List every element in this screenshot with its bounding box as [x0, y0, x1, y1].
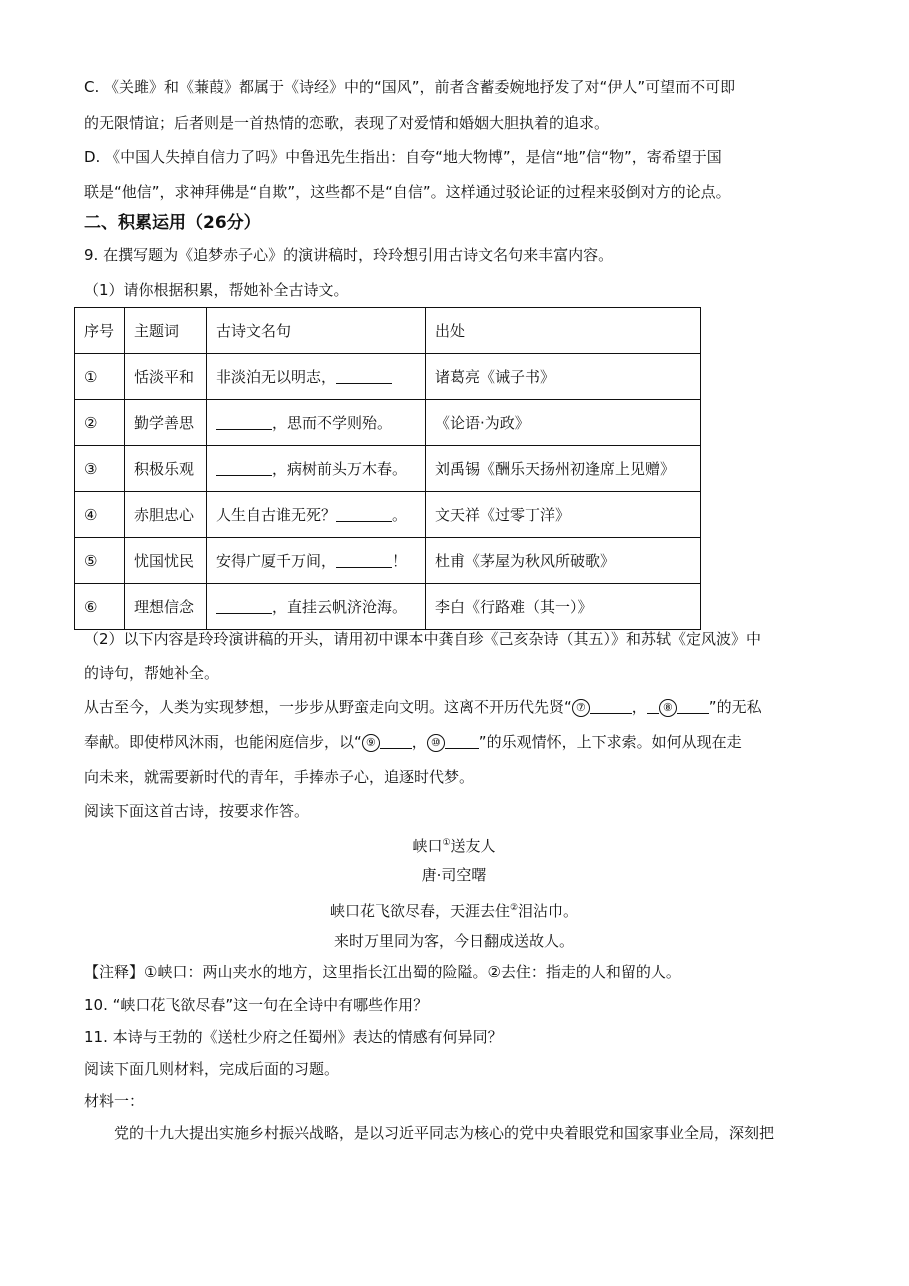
- section-title: 二、积累运用（26分）: [84, 213, 261, 233]
- row-source: 李白《行路难（其一）》: [426, 584, 701, 630]
- row-verse: ，病树前头万木春。: [207, 446, 426, 492]
- option-c-line1: C. 《关雎》和《蒹葭》都属于《诗经》中的“国风”，前者含蓄委婉地抒发了对“伊人”可望而不可即: [84, 78, 736, 96]
- row-verse: 人生自古谁无死？ 。: [207, 492, 426, 538]
- blank-number-7: ⑦: [572, 699, 590, 717]
- header-theme: 主题词: [125, 308, 207, 354]
- fill-blank-10[interactable]: [445, 732, 479, 749]
- option-d-line2: 联是“他信”，求神拜佛是“自欺”，这些都不是“自信”。这样通过驳论证的过程来驳倒对方的论点。: [84, 183, 731, 201]
- poem-note: 【注释】①峡口：两山夹水的地方，这里指长江出蜀的险隘。②去住：指走的人和留的人。: [84, 963, 681, 981]
- row-number: ①: [75, 354, 125, 400]
- row-verse: 非淡泊无以明志，: [207, 354, 426, 400]
- row-number: ③: [75, 446, 125, 492]
- fill-blank[interactable]: [336, 505, 392, 522]
- question-10: 10. “峡口花飞欲尽春”这一句在全诗中有哪些作用？: [84, 996, 429, 1014]
- speech-line3: 向未来，就需要新时代的青年，手捧赤子心，追逐时代梦。: [84, 768, 475, 786]
- row-source: 文天祥《过零丁洋》: [426, 492, 701, 538]
- speech-line2: 奉献。即使栉风沐雨，也能闲庭信步，以“ ⑨ ， ⑩ ”的乐观情怀，上下求索。如何从现在走: [84, 733, 742, 751]
- header-number: 序号: [75, 308, 125, 354]
- fill-blank[interactable]: [216, 459, 272, 476]
- poem-title: 峡口①送友人: [412, 837, 496, 855]
- row-number: ④: [75, 492, 125, 538]
- fill-blank[interactable]: [216, 413, 272, 430]
- materials-instruction: 阅读下面几则材料，完成后面的习题。: [84, 1060, 340, 1078]
- blank-number-9: ⑨: [362, 734, 380, 752]
- q9-part2-line1: （2）以下内容是玲玲演讲稿的开头，请用初中课本中龚自珍《己亥杂诗（其五）》和苏轼《定风波》中: [84, 630, 762, 648]
- material-one-label: 材料一：: [84, 1092, 145, 1110]
- poem-line1: 峡口花飞欲尽春，天涯去住②泪沾巾。: [329, 902, 579, 920]
- q9-part1: （1）请你根据积累，帮她补全古诗文。: [84, 281, 349, 299]
- poem-instruction: 阅读下面这首古诗，按要求作答。: [84, 802, 310, 820]
- question-11: 11. 本诗与王勃的《送杜少府之任蜀州》表达的情感有何异同？: [84, 1028, 503, 1046]
- option-c-line2: 的无限情谊；后者则是一首热情的恋歌，表现了对爱情和婚姻大胆执着的追求。: [84, 114, 610, 132]
- table-header-row: [75, 308, 701, 354]
- poem-author: 唐·司空曙: [421, 866, 487, 884]
- table-row: [75, 354, 701, 400]
- note-marker-1: ①: [442, 838, 451, 848]
- row-verse: ，直挂云帆济沧海。: [207, 584, 426, 630]
- row-theme: 理想信念: [125, 584, 207, 630]
- table-row: [75, 492, 701, 538]
- fill-blank-8[interactable]: [677, 697, 709, 714]
- note-marker-2: ②: [509, 903, 519, 913]
- table-row: [75, 446, 701, 492]
- q9-part2-line2: 的诗句，帮她补全。: [84, 664, 220, 682]
- row-theme: 积极乐观: [125, 446, 207, 492]
- header-verse: 古诗文名句: [207, 308, 426, 354]
- header-source: 出处: [426, 308, 701, 354]
- row-number: ⑤: [75, 538, 125, 584]
- table-row: [75, 538, 701, 584]
- poem-line2: 来时万里同为客，今日翻成送故人。: [333, 932, 574, 950]
- q9-intro: 9. 在撰写题为《追梦赤子心》的演讲稿时，玲玲想引用古诗文名句来丰富内容。: [84, 246, 614, 264]
- row-source: 杜甫《茅屋为秋风所破歌》: [426, 538, 701, 584]
- row-number: ②: [75, 400, 125, 446]
- blank-number-10: ⑩: [427, 734, 445, 752]
- poem-table: [74, 307, 701, 630]
- blank-number-8: ⑧: [659, 699, 677, 717]
- material-one-text: 党的十九大提出实施乡村振兴战略，是以习近平同志为核心的党中央着眼党和国家事业全局，深刻把: [114, 1124, 775, 1142]
- fill-blank[interactable]: [336, 367, 392, 384]
- fill-blank-9[interactable]: [380, 732, 412, 749]
- row-source: 刘禹锡《酬乐天扬州初逢席上见赠》: [426, 446, 701, 492]
- row-theme: 赤胆忠心: [125, 492, 207, 538]
- speech-line1: 从古至今，人类为实现梦想，一步步从野蛮走向文明。这离不开历代先贤“ ⑦ ， ⑧ ”的无私: [84, 698, 762, 716]
- option-d-line1: D. 《中国人失掉自信力了吗》中鲁迅先生指出：自夸“地大物博”，是信“地”信“物”，寄希望于国: [84, 148, 722, 166]
- row-verse: 安得广厦千万间， ！: [207, 538, 426, 584]
- row-theme: 勤学善思: [125, 400, 207, 446]
- fill-blank[interactable]: [216, 597, 272, 614]
- fill-blank-7[interactable]: [590, 697, 632, 714]
- row-verse: ，思而不学则殆。: [207, 400, 426, 446]
- fill-blank[interactable]: [336, 551, 392, 568]
- row-source: 《论语·为政》: [426, 400, 701, 446]
- row-source: 诸葛亮《诫子书》: [426, 354, 701, 400]
- row-theme: 恬淡平和: [125, 354, 207, 400]
- fill-blank-8-lead[interactable]: [647, 697, 659, 714]
- row-number: ⑥: [75, 584, 125, 630]
- row-theme: 忧国忧民: [125, 538, 207, 584]
- table-row: [75, 400, 701, 446]
